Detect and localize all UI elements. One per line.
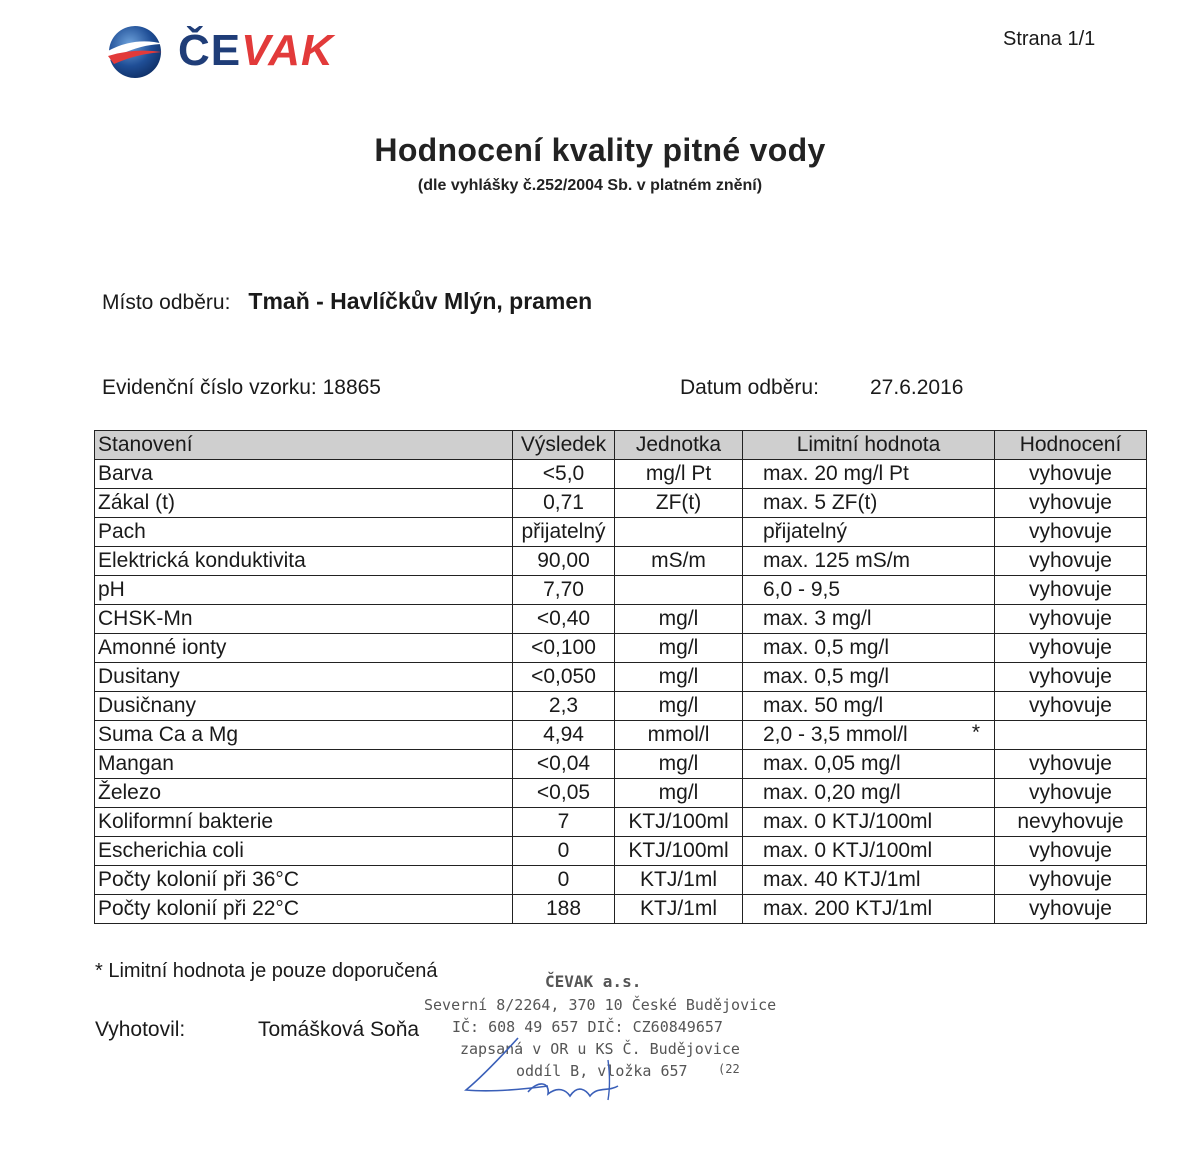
cell-limit <box>743 518 995 547</box>
cell-jednotka: mS/m <box>615 547 743 576</box>
table-row <box>95 460 1147 489</box>
sampling-date-label: Datum odběru: <box>680 376 819 399</box>
cell-limit-text: max. 0 KTJ/100ml <box>763 810 933 833</box>
cell-hodnoceni: vyhovuje <box>995 547 1147 576</box>
table-row <box>95 518 1147 547</box>
cell-stanoveni: Barva <box>95 460 513 489</box>
cell-limit-text: max. 0 KTJ/100ml <box>763 839 933 862</box>
cell-stanoveni: Dusičnany <box>95 692 513 721</box>
cell-limit-text: max. 125 mS/m <box>763 549 911 572</box>
table-row <box>95 750 1147 779</box>
sampling-place <box>102 288 592 315</box>
cell-jednotka: KTJ/1ml <box>615 866 743 895</box>
cell-limit <box>743 489 995 518</box>
cevak-logo-text: ČEVAK <box>178 26 334 75</box>
cell-stanoveni: Elektrická konduktivita <box>95 547 513 576</box>
cell-jednotka: mg/l <box>615 663 743 692</box>
cell-stanoveni: Pach <box>95 518 513 547</box>
header-limitni-hodnota: Limitní hodnota <box>743 431 995 460</box>
cell-stanoveni: Zákal (t) <box>95 489 513 518</box>
cell-vysledek: 7 <box>513 808 615 837</box>
cell-vysledek: <0,04 <box>513 750 615 779</box>
cell-vysledek: <0,100 <box>513 634 615 663</box>
table-row <box>95 808 1147 837</box>
cevak-logo <box>104 22 344 82</box>
cell-limit-text: max. 0,5 mg/l <box>763 636 890 659</box>
table-row <box>95 866 1147 895</box>
footnote: * Limitní hodnota je pouze doporučená <box>95 960 438 982</box>
stamp-line-section: oddíl B, vložka 657 <box>516 1062 688 1080</box>
results-table <box>94 430 1147 924</box>
signature <box>458 1020 638 1110</box>
document-title: Hodnocení kvality pitné vody <box>374 132 826 168</box>
cell-limit <box>743 808 995 837</box>
cell-jednotka: mg/l <box>615 750 743 779</box>
cell-jednotka: KTJ/1ml <box>615 895 743 924</box>
cell-jednotka: KTJ/100ml <box>615 837 743 866</box>
cell-jednotka: mg/l <box>615 779 743 808</box>
table-row <box>95 489 1147 518</box>
prepared-by-label: Vyhotovil: <box>95 1018 186 1041</box>
table-row <box>95 837 1147 866</box>
header-hodnoceni: Hodnocení <box>995 431 1147 460</box>
cell-jednotka: mg/l Pt <box>615 460 743 489</box>
cell-vysledek: 0 <box>513 866 615 895</box>
sampling-date-value: 27.6.2016 <box>870 376 964 399</box>
cell-hodnoceni: vyhovuje <box>995 837 1147 866</box>
cell-hodnoceni: vyhovuje <box>995 460 1147 489</box>
sample-number: Evidenční číslo vzorku: 18865 <box>102 376 381 399</box>
table-row <box>95 663 1147 692</box>
cell-stanoveni: Železo <box>95 779 513 808</box>
cell-limit <box>743 692 995 721</box>
cevak-logo-icon <box>104 22 166 80</box>
cell-limit <box>743 663 995 692</box>
cell-hodnoceni: vyhovuje <box>995 634 1147 663</box>
cell-hodnoceni: vyhovuje <box>995 866 1147 895</box>
cell-stanoveni: Počty kolonií při 22°C <box>95 895 513 924</box>
table-row <box>95 605 1147 634</box>
cell-stanoveni: Koliformní bakterie <box>95 808 513 837</box>
cell-vysledek: 0 <box>513 837 615 866</box>
cell-vysledek: <5,0 <box>513 460 615 489</box>
recommended-limit-asterisk: * <box>971 721 980 744</box>
cell-stanoveni: CHSK-Mn <box>95 605 513 634</box>
cell-limit <box>743 721 995 750</box>
table-header-row <box>95 431 1147 460</box>
cell-limit <box>743 837 995 866</box>
stamp-line-ids: IČ: 608 49 657 DIČ: CZ60849657 <box>452 1018 723 1036</box>
cell-hodnoceni: vyhovuje <box>995 750 1147 779</box>
cell-hodnoceni: vyhovuje <box>995 576 1147 605</box>
cell-vysledek: přijatelný <box>513 518 615 547</box>
table-row <box>95 576 1147 605</box>
cell-stanoveni: pH <box>95 576 513 605</box>
cell-jednotka: mg/l <box>615 692 743 721</box>
cell-vysledek: <0,050 <box>513 663 615 692</box>
cell-limit <box>743 750 995 779</box>
cell-vysledek: 7,70 <box>513 576 615 605</box>
cell-limit-text: 2,0 - 3,5 mmol/l <box>763 723 908 746</box>
cell-stanoveni: Suma Ca a Mg <box>95 721 513 750</box>
cell-hodnoceni: nevyhovuje <box>995 808 1147 837</box>
cell-jednotka <box>615 518 743 547</box>
cell-limit-text: max. 200 KTJ/1ml <box>763 897 933 920</box>
cell-limit-text: max. 0,20 mg/l <box>763 781 901 804</box>
sampling-place-value: Tmaň - Havlíčkův Mlýn, pramen <box>248 288 593 314</box>
cell-vysledek: 90,00 <box>513 547 615 576</box>
header-stanoveni: Stanovení <box>95 431 513 460</box>
table-row <box>95 692 1147 721</box>
cell-limit <box>743 866 995 895</box>
cell-limit <box>743 460 995 489</box>
table-row <box>95 779 1147 808</box>
table-row <box>95 634 1147 663</box>
cell-limit-text: max. 20 mg/l Pt <box>763 462 909 485</box>
stamp-line-register: zapsaná v OR u KS Č. Budějovice <box>460 1040 740 1058</box>
cell-jednotka: ZF(t) <box>615 489 743 518</box>
cell-limit-text: max. 0,05 mg/l <box>763 752 901 775</box>
cell-hodnoceni: vyhovuje <box>995 895 1147 924</box>
cell-limit-text: max. 0,5 mg/l <box>763 665 890 688</box>
sampling-place-label: Místo odběru: <box>102 291 231 314</box>
cell-stanoveni: Escherichia coli <box>95 837 513 866</box>
cell-limit <box>743 779 995 808</box>
cell-jednotka: mg/l <box>615 634 743 663</box>
cell-jednotka: KTJ/100ml <box>615 808 743 837</box>
cell-stanoveni: Mangan <box>95 750 513 779</box>
prepared-by-value: Tomášková Soňa <box>258 1018 420 1041</box>
cell-limit <box>743 576 995 605</box>
table-row <box>95 721 1147 750</box>
cell-vysledek: 2,3 <box>513 692 615 721</box>
cell-limit <box>743 547 995 576</box>
table-row <box>95 895 1147 924</box>
cell-limit-text: max. 50 mg/l <box>763 694 884 717</box>
cell-limit-text: max. 3 mg/l <box>763 607 872 630</box>
stamp-line-address: Severní 8/2264, 370 10 České Budějovice <box>424 996 777 1014</box>
cell-limit-text: přijatelný <box>763 520 848 543</box>
cell-hodnoceni: vyhovuje <box>995 779 1147 808</box>
header-jednotka: Jednotka <box>615 431 743 460</box>
cell-vysledek: <0,40 <box>513 605 615 634</box>
cell-jednotka <box>615 576 743 605</box>
cell-limit-text: max. 40 KTJ/1ml <box>763 868 921 891</box>
cell-hodnoceni: vyhovuje <box>995 518 1147 547</box>
cell-limit <box>743 634 995 663</box>
cell-hodnoceni: vyhovuje <box>995 692 1147 721</box>
cell-vysledek: 188 <box>513 895 615 924</box>
document-subtitle: (dle vyhlášky č.252/2004 Sb. v platném znění) <box>417 177 763 194</box>
cell-hodnoceni: vyhovuje <box>995 489 1147 518</box>
cell-vysledek: 0,71 <box>513 489 615 518</box>
cell-limit-text: 6,0 - 9,5 <box>763 578 841 601</box>
cell-limit-text: max. 5 ZF(t) <box>763 491 878 514</box>
stamp-line-company: ČEVAK a.s. <box>545 972 642 991</box>
stamp-line-extra: (22 <box>718 1062 740 1076</box>
cell-limit <box>743 895 995 924</box>
cell-hodnoceni: vyhovuje <box>995 663 1147 692</box>
cell-hodnoceni: vyhovuje <box>995 605 1147 634</box>
header-vysledek: Výsledek <box>513 431 615 460</box>
cell-stanoveni: Počty kolonií při 36°C <box>95 866 513 895</box>
page-number: Strana 1/1 <box>1003 28 1096 50</box>
cell-jednotka: mg/l <box>615 605 743 634</box>
cell-vysledek: 4,94 <box>513 721 615 750</box>
cell-stanoveni: Amonné ionty <box>95 634 513 663</box>
cell-hodnoceni <box>995 721 1147 750</box>
cell-vysledek: <0,05 <box>513 779 615 808</box>
cell-limit <box>743 605 995 634</box>
table-row <box>95 547 1147 576</box>
cell-jednotka: mmol/l <box>615 721 743 750</box>
cell-stanoveni: Dusitany <box>95 663 513 692</box>
